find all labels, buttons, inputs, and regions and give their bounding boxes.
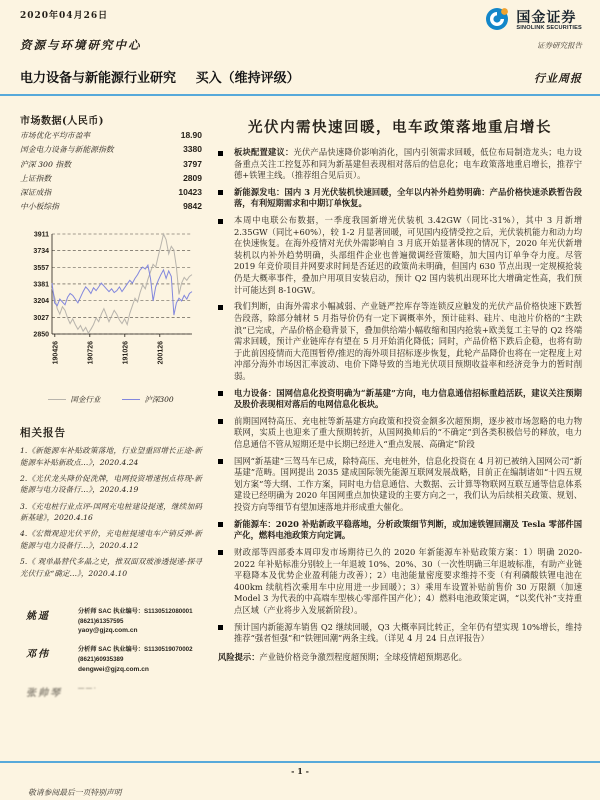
brand-name-en: SINOLINK SECURITIES [516,25,582,32]
svg-text:3381: 3381 [33,281,49,289]
analyst-name: 姚遥 [26,611,50,623]
svg-text:200126: 200126 [157,341,165,365]
market-row [20,159,202,170]
bullet-lead: 新能源车： [234,518,276,529]
market-label: 市场优化平均市盈率 [20,131,91,141]
analyst-contacts [20,607,202,699]
svg-text:3027: 3027 [33,314,49,322]
sinolink-logo-icon [485,6,511,36]
related-report-link[interactable]: 2.《光伏龙头降价促洗牌，电网投资增速拐点将现-新能源与电力设备行…》，2020.4.19 [20,473,202,495]
legend-item [48,394,100,405]
bullet-lead: 新能源发电： [234,186,285,197]
bullet-square-icon [218,625,223,630]
bullet-text: 国内 3 月光伏装机快速回暖，全年以内补外趋势明确：产品价格快速杀跌暂告段落，有利短期需求和中期订单恢复。 [234,186,582,209]
bullet-text: 2020 补贴新政平稳落地，分析政策细节判断，或加速铁锂回潮及 Tesla 零部件国产化，燃料电池政策方向定调。 [234,518,582,541]
research-center: 资源与环境研究中心 [20,38,142,52]
market-label: 沪深 300 指数 [20,159,72,169]
analyst-name: 张帅琴 [26,687,62,699]
legend-line-swatch [122,399,140,401]
footer-divider [0,761,600,763]
bullet-item [218,187,582,210]
page-number: - 1 - [291,766,309,776]
bullet-text: 我们判断，由海外需求小幅减弱、产业链严控库存等连锁反应触发的光伏产品价格快速下跌暂告段落，除部分辅材 5 月指导价仍有一定下调概率外，预计硅料、硅片、电池片价格的“主跌浪”已完成，产品价格企稳背景下，叠加供给端小幅收缩和国内抢装+欧美复工主导的 Q2 终端需求回暖，预计产业链库存有望在 5 月开始消化降低；同时，产品价格下跌后企稳，也将有助于此前因疫情而大范围暂停/推迟的海外项目招标逐步恢复，此轮产品降价也将在一定程度上对冲部分海外市场因汇率波动、电价下降导致的当地光伏项目预期收益率和经济竞争力的暂时削弱。 [234,301,582,381]
bullet-item [218,215,582,296]
bullet-square-icon [218,550,223,555]
bullet-square-icon [218,459,223,464]
bullet-item [218,622,582,645]
analyst-phone: (8621)61357595 [78,617,124,625]
sidebar [20,112,202,699]
market-value: 2809 [183,172,202,183]
analyst-license: 分析师 SAC 执业编号：S1130519070002 [78,646,193,654]
bullet-item [218,519,582,542]
industry-title: 电力设备与新能源行业研究 [20,70,177,85]
svg-text:3911: 3911 [33,231,49,239]
market-value: 10423 [178,186,202,197]
bullet-lead: 电力设备： [234,387,277,398]
report-category: 证券研究报告 [537,41,582,50]
bullet-square-icon [218,219,223,224]
market-row [20,144,202,155]
related-report-link[interactable]: 1.《新能源车补贴政策落地，行业望重回增长正途-新能源车补贴新政点…》，2020.4.24 [20,446,202,467]
bullet-item [218,456,582,514]
bullet-square-icon [218,419,223,424]
market-label: 国金电力设备与新能源指数 [20,145,114,155]
market-row [20,173,202,184]
rating-badge: 买入（维持评级） [195,70,300,85]
bullet-item [218,147,582,182]
bullet-square-icon [218,190,223,195]
svg-text:3734: 3734 [33,248,49,256]
risk-lead: 风险提示： [218,651,260,662]
legend-label: 国金行业 [70,395,101,405]
market-label: 深证成指 [20,187,52,197]
risk-warning [218,652,582,664]
market-label: 中小板综指 [20,202,59,212]
legend-line-swatch [48,399,66,401]
title-bar [20,67,582,94]
bullet-text: 国网信息化投资明确为“新基建”方向，电力信息通信招标重趋活跃，建议关注预期及股价表现相对落后的电网信息化板块。 [234,387,582,410]
svg-text:3557: 3557 [33,264,49,272]
bullet-lead: 板块配置建议： [234,147,294,157]
market-value: 3797 [183,158,202,169]
legend-label: 沪深300 [144,395,174,405]
header [20,6,582,53]
analyst-email-link[interactable]: yaoy@gjzq.com.cn [78,627,138,635]
brand-name-cn: 国金证券 [516,9,577,26]
bullet-text: 预计国内新能源车销售 Q2 继续回暖，Q3 大概率同比转正，全年仍有望实现 10%增长，维持推荐“强者恒强”和“铁锂回潮”两条主线。（详见 4 月 24 日点评报告） [234,621,582,644]
svg-text:3204: 3204 [33,298,49,306]
bullet-text: 国网“新基建”三驾马车已成，除特高压、充电桩外，信息化投资在 4 月初已被纳入国网公司“新基建”范畴。国网提出 2035 建成国际领先能源互联网发展战略，目前正在编制诸如“十四五规划方案”等大纲、工作方案，同时电力信息通信、大数据、云计算等物联网互联互通等信息体系建设已经明确为 2020 年国网重点加快建设的主要方向之一，我们认为后续相关政策、规划、投资方向等细节有望加速落地并形成重大催化。 [234,455,582,513]
market-label: 上证指数 [20,173,52,183]
analyst-row [20,607,202,636]
legend-item [122,394,173,405]
analyst-name: 邓伟 [26,649,50,661]
footer-disclaimer: 敬请参阅最后一页特别声明 [28,788,122,797]
report-type: 行业周报 [534,72,582,85]
chart-legend [20,394,202,405]
bullet-item [218,547,582,617]
bullet-item [218,388,582,411]
index-performance-chart [20,228,202,405]
bullet-item [218,301,582,382]
market-row [20,201,202,212]
svg-text:190426: 190426 [52,341,60,365]
svg-text:191026: 191026 [122,341,130,365]
bullet-square-icon [218,151,223,156]
bullet-text: 本周中电联公布数据，一季度我国新增光伏装机 3.42GW（同比-31%），其中 3 月新增 2.35GW（同比+60%），较 1-2 月显著回暖，可见国内疫情受控之后，光伏装机能力和动力均在快速恢复。在海外疫情对光伏外需影响自 3 月底开始显著体现的情况下，2020 年光伏新增装机以内补外趋势明确，头部组件企业也普遍微调经营策略，加大国内订单争夺力度。尽管 2019 年竞价项目并网要求时间是否延迟的政策尚未明确，但国内 630 节点出现一定规模抢装仍是大概率事件，叠加户用项目安装启动，预计 Q2 国内装机出现环比大增确定性高，我们预计可能达到 8-10GW。 [234,215,582,295]
risk-text: 产业链价格竞争激烈程度超预期；全球疫情超预期恶化。 [259,651,467,662]
market-value: 18.90 [180,130,202,141]
page-title: 光伏内需快速回暖，电车政策落地重启增长 [248,119,552,136]
analyst-email-link[interactable]: dengwei@gjzq.com.cn [78,665,149,673]
market-row [20,130,202,141]
brand-block [485,6,582,51]
svg-text:2850: 2850 [33,331,49,339]
related-reports-title: 相关报告 [20,427,66,440]
report-date: 2020年04月26日 [20,11,109,21]
related-report-link[interactable]: 3.《充电桩行业点评-国网充电桩建设提速，继续加码新基建》，2020.4.16 [20,501,202,523]
svg-text:190726: 190726 [87,341,95,365]
market-value: 9842 [183,201,202,212]
market-value: 3380 [183,144,202,155]
related-report-link[interactable]: 4.《宏微观迎光伏平价，充电桩提速电车产销反弹-新能源与电力设备行…》，2020.4.12 [20,529,202,550]
market-row [20,187,202,198]
bullet-text: 财政部等四部委本周印发市场期待已久的 2020 年新能源车补贴政策方案：1）明确 2020-2022 年补贴标准分别较上一年退坡 10%、20%、30（一次性明确三年退坡标准，有助产业链平稳降本及优势企业盈利能力改善）；2）电池能量密度要求维持不变（有利磷酸铁锂电池在 400km 续航档次乘用车中应用进一步回暖）；3）乘用车设置补贴前售价 30 万限额（加速 Model 3 为代表的中高端车型核心零部件国产化）；4）燃料电池政策定调，“以奖代补”支持重点区域（产业将步入发展新阶段）。 [234,546,582,615]
bullet-item [218,416,582,451]
analyst-row [20,645,202,674]
header-divider [0,94,600,96]
analyst-row [20,684,202,699]
analyst-license: 分析师 SAC 执业编号：S1130512080001 [78,608,193,616]
related-report-link[interactable]: 5.《 观单晶替代多晶之史，推双面双玻渗透提速-探寻光伏行业“确定…》，2020.4.10 [20,557,202,578]
bullet-square-icon [218,391,223,396]
bullet-text: 光伏产品快速降价影响消化，国内引领需求回暖，低位布局制造龙头；电力设备重点关注工控复苏和同为新基建但表现相对落后的信息化；电车政策落地重启增长，推荐宁德+铁锂主线。（推荐组合见后页）。 [234,147,582,181]
bullet-square-icon [218,305,223,310]
bullet-square-icon [218,522,223,527]
bullet-text: 前期国网特高压、充电桩等新基建方向政策和投资金额多次超预期，逐步被市场忽略的电力物联网，实质上也迎来了重大预期转折，从国网换帅后的“不确定”到各类积极信号的释放，电力信息通信不管从短期还是中长期已经进入“重点发展、高确定”阶段 [234,415,582,450]
market-data-title: 市场数据(人民币) [20,116,104,127]
main-content [202,112,582,699]
analyst-license: — — · [78,684,96,692]
analyst-phone: (8621)60935389 [78,656,124,664]
